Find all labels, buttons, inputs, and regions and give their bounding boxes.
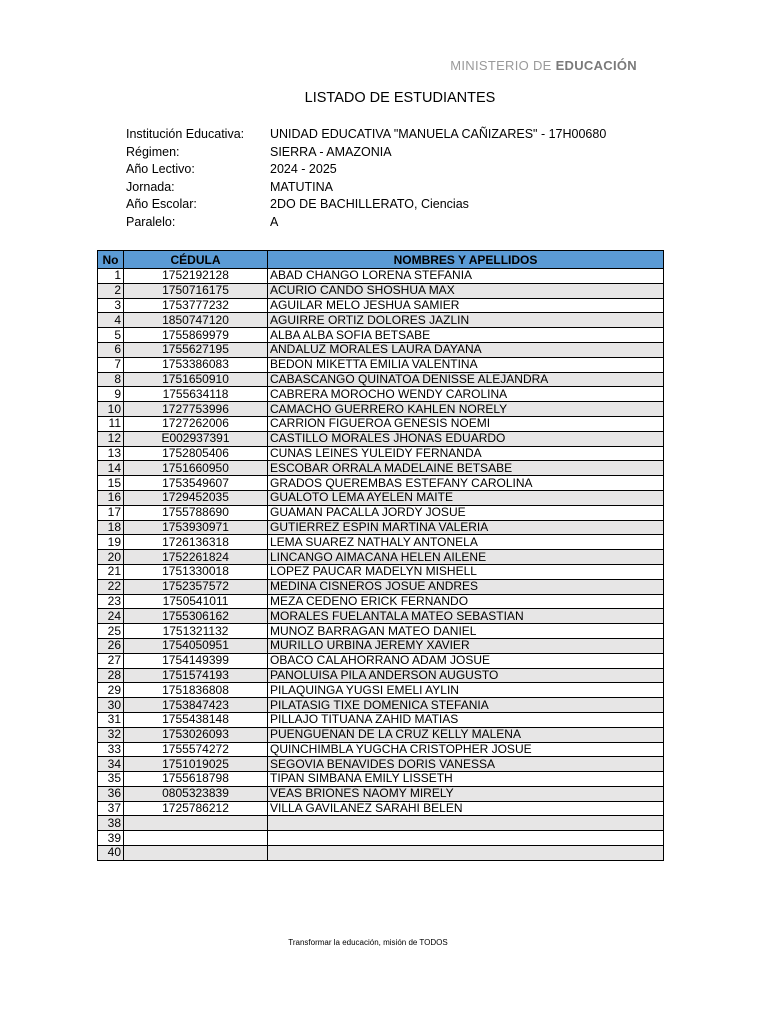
row-number: 2 xyxy=(98,283,124,298)
row-nombre: CABASCANGO QUINATOA DENISSE ALEJANDRA xyxy=(268,372,664,387)
row-number: 26 xyxy=(98,638,124,653)
row-cedula: E002937391 xyxy=(124,431,268,446)
row-cedula: 1752192128 xyxy=(124,269,268,284)
row-cedula: 1755788690 xyxy=(124,505,268,520)
row-nombre: ALBA ALBA SOFIA BETSABE xyxy=(268,328,664,343)
row-number: 21 xyxy=(98,564,124,579)
row-cedula: 1750716175 xyxy=(124,283,268,298)
info-value: UNIDAD EDUCATIVA "MANUELA CAÑIZARES" - 17H00680 xyxy=(270,127,607,141)
row-nombre: ESCOBAR ORRALA MADELAINE BETSABE xyxy=(268,461,664,476)
table-row xyxy=(98,742,664,757)
row-number: 12 xyxy=(98,431,124,446)
header-cedula: CÉDULA xyxy=(124,251,268,269)
row-number: 24 xyxy=(98,609,124,624)
row-cedula: 1755438148 xyxy=(124,712,268,727)
row-nombre: AGUILAR MELO JESHUA SAMIER xyxy=(268,298,664,313)
row-nombre: CASTILLO MORALES JHONAS EDUARDO xyxy=(268,431,664,446)
row-cedula xyxy=(124,831,268,846)
table-row xyxy=(98,564,664,579)
row-nombre: ACURIO CANDO SHOSHUA MAX xyxy=(268,283,664,298)
row-number: 31 xyxy=(98,712,124,727)
table-row xyxy=(98,594,664,609)
row-cedula: 1751650910 xyxy=(124,372,268,387)
row-nombre: MORALES FUELANTALA MATEO SEBASTIAN xyxy=(268,609,664,624)
row-cedula: 1751330018 xyxy=(124,564,268,579)
table-row xyxy=(98,712,664,727)
table-row xyxy=(98,446,664,461)
row-number: 3 xyxy=(98,298,124,313)
row-number: 16 xyxy=(98,490,124,505)
row-number: 30 xyxy=(98,698,124,713)
info-label: Paralelo: xyxy=(126,214,176,229)
info-row xyxy=(126,145,606,163)
row-cedula: 1755869979 xyxy=(124,328,268,343)
row-nombre: MURILLO URBINA JEREMY XAVIER xyxy=(268,638,664,653)
row-number: 15 xyxy=(98,476,124,491)
row-number: 4 xyxy=(98,313,124,328)
table-row xyxy=(98,668,664,683)
row-nombre: TIPAN SIMBANA EMILY LISSETH xyxy=(268,772,664,787)
row-nombre: PILAQUINGA YUGSI EMELI AYLIN xyxy=(268,683,664,698)
row-cedula: 1752805406 xyxy=(124,446,268,461)
row-number: 25 xyxy=(98,624,124,639)
table-row xyxy=(98,461,664,476)
header-no: No xyxy=(98,251,124,269)
school-info xyxy=(126,127,606,233)
table-row xyxy=(98,269,664,284)
row-cedula: 1755574272 xyxy=(124,742,268,757)
info-label: Institución Educativa: xyxy=(126,127,245,141)
row-cedula: 1750541011 xyxy=(124,594,268,609)
page-title: LISTADO DE ESTUDIANTES xyxy=(304,90,496,106)
row-nombre: MUNOZ BARRAGAN MATEO DANIEL xyxy=(268,624,664,639)
table-row xyxy=(98,683,664,698)
row-nombre: CABRERA MOROCHO WENDY CAROLINA xyxy=(268,387,664,402)
table-row xyxy=(98,490,664,505)
row-number: 33 xyxy=(98,742,124,757)
table-row xyxy=(98,520,664,535)
row-cedula: 1755306162 xyxy=(124,609,268,624)
row-cedula: 0805323839 xyxy=(124,786,268,801)
row-cedula: 1726136318 xyxy=(124,535,268,550)
table-row xyxy=(98,387,664,402)
row-cedula: 1753386083 xyxy=(124,357,268,372)
info-row xyxy=(126,162,606,180)
table-row xyxy=(98,372,664,387)
student-table xyxy=(97,250,664,861)
logo-bold: EDUCACIÓN xyxy=(555,58,637,73)
row-number: 7 xyxy=(98,357,124,372)
table-row xyxy=(98,816,664,831)
table-row xyxy=(98,786,664,801)
row-nombre: ANDALUZ MORALES LAURA DAYANA xyxy=(268,342,664,357)
info-label: Año Escolar: xyxy=(126,197,197,212)
row-cedula: 1751836808 xyxy=(124,683,268,698)
table-row xyxy=(98,505,664,520)
row-cedula: 1850747120 xyxy=(124,313,268,328)
row-nombre: CAMACHO GUERRERO KAHLEN NORELY xyxy=(268,402,664,417)
table-row xyxy=(98,431,664,446)
row-number: 22 xyxy=(98,579,124,594)
table-row xyxy=(98,653,664,668)
row-nombre: VILLA GAVILANEZ SARAHI BELEN xyxy=(268,801,664,816)
info-value: 2024 - 2025 xyxy=(270,162,337,177)
row-cedula: 1753930971 xyxy=(124,520,268,535)
table-row xyxy=(98,772,664,787)
table-row xyxy=(98,328,664,343)
row-number: 5 xyxy=(98,328,124,343)
row-cedula: 1753549607 xyxy=(124,476,268,491)
row-number: 39 xyxy=(98,831,124,846)
row-number: 29 xyxy=(98,683,124,698)
row-cedula: 1753777232 xyxy=(124,298,268,313)
row-number: 37 xyxy=(98,801,124,816)
info-label: Año Lectivo: xyxy=(126,162,195,177)
row-number: 36 xyxy=(98,786,124,801)
header-nombres: NOMBRES Y APELLIDOS xyxy=(268,251,664,269)
row-cedula: 1729452035 xyxy=(124,490,268,505)
row-cedula: 1754050951 xyxy=(124,638,268,653)
row-nombre: GUTIERREZ ESPIN MARTINA VALERIA xyxy=(268,520,664,535)
logo-prefix: MINISTERIO DE xyxy=(450,58,556,73)
row-nombre: PILATASIG TIXE DOMENICA STEFANIA xyxy=(268,698,664,713)
row-number: 19 xyxy=(98,535,124,550)
row-nombre: OBACO CALAHORRANO ADAM JOSUE xyxy=(268,653,664,668)
info-label: Régimen: xyxy=(126,144,180,159)
row-nombre: SEGOVIA BENAVIDES DORIS VANESSA xyxy=(268,757,664,772)
table-row xyxy=(98,801,664,816)
info-row xyxy=(126,215,606,233)
table-row xyxy=(98,727,664,742)
row-number: 11 xyxy=(98,416,124,431)
row-cedula: 1725786212 xyxy=(124,801,268,816)
row-cedula: 1751574193 xyxy=(124,668,268,683)
row-cedula: 1752357572 xyxy=(124,579,268,594)
row-number: 17 xyxy=(98,505,124,520)
row-cedula: 1751321132 xyxy=(124,624,268,639)
table-row xyxy=(98,283,664,298)
info-value: 2DO DE BACHILLERATO, Ciencias xyxy=(270,197,469,212)
table-row xyxy=(98,846,664,861)
row-nombre: LOPEZ PAUCAR MADELYN MISHELL xyxy=(268,564,664,579)
row-nombre: CUNAS LEINES YULEIDY FERNANDA xyxy=(268,446,664,461)
row-nombre xyxy=(268,846,664,861)
info-label: Jornada: xyxy=(126,179,175,194)
info-value: MATUTINA xyxy=(270,179,333,194)
row-number: 9 xyxy=(98,387,124,402)
table-row xyxy=(98,698,664,713)
row-nombre: GUAMAN PACALLA JORDY JOSUE xyxy=(268,505,664,520)
table-row xyxy=(98,402,664,417)
row-number: 14 xyxy=(98,461,124,476)
row-nombre: GUALOTO LEMA AYELEN MAITE xyxy=(268,490,664,505)
table-header-row xyxy=(98,251,664,269)
table-row xyxy=(98,550,664,565)
table-row xyxy=(98,357,664,372)
table-row xyxy=(98,313,664,328)
row-nombre xyxy=(268,816,664,831)
row-nombre xyxy=(268,831,664,846)
table-row xyxy=(98,476,664,491)
table-row xyxy=(98,609,664,624)
row-number: 40 xyxy=(98,846,124,861)
row-number: 32 xyxy=(98,727,124,742)
row-nombre: PILLAJO TITUANA ZAHID MATIAS xyxy=(268,712,664,727)
info-value: A xyxy=(270,214,279,229)
info-row xyxy=(126,127,606,145)
info-row xyxy=(126,180,606,198)
row-nombre: ABAD CHANGO LORENA STEFANIA xyxy=(268,269,664,284)
info-value: SIERRA - AMAZONIA xyxy=(270,144,392,159)
info-row xyxy=(126,197,606,215)
row-number: 8 xyxy=(98,372,124,387)
table-row xyxy=(98,624,664,639)
row-number: 10 xyxy=(98,402,124,417)
row-cedula: 1727262006 xyxy=(124,416,268,431)
table-row xyxy=(98,638,664,653)
row-cedula: 1753847423 xyxy=(124,698,268,713)
row-number: 34 xyxy=(98,757,124,772)
row-cedula xyxy=(124,846,268,861)
row-number: 23 xyxy=(98,594,124,609)
row-nombre: BEDON MIKETTA EMILIA VALENTINA xyxy=(268,357,664,372)
row-nombre: LEMA SUAREZ NATHALY ANTONELA xyxy=(268,535,664,550)
row-cedula: 1755618798 xyxy=(124,772,268,787)
row-nombre: AGUIRRE ORTIZ DOLORES JAZLIN xyxy=(268,313,664,328)
row-number: 20 xyxy=(98,550,124,565)
row-number: 38 xyxy=(98,816,124,831)
table-row xyxy=(98,535,664,550)
row-nombre: PUENGUENAN DE LA CRUZ KELLY MALENA xyxy=(268,727,664,742)
row-number: 13 xyxy=(98,446,124,461)
table-row xyxy=(98,342,664,357)
row-nombre: CARRION FIGUEROA GENESIS NOEMI xyxy=(268,416,664,431)
row-number: 28 xyxy=(98,668,124,683)
row-cedula: 1753026093 xyxy=(124,727,268,742)
row-cedula: 1752261824 xyxy=(124,550,268,565)
row-cedula: 1755634118 xyxy=(124,387,268,402)
row-nombre: MEDINA CISNEROS JOSUE ANDRES xyxy=(268,579,664,594)
row-nombre: GRADOS QUEREMBAS ESTEFANY CAROLINA xyxy=(268,476,664,491)
table-row xyxy=(98,416,664,431)
row-nombre: PANOLUISA PILA ANDERSON AUGUSTO xyxy=(268,668,664,683)
table-row xyxy=(98,831,664,846)
row-nombre: QUINCHIMBLA YUGCHA CRISTOPHER JOSUE xyxy=(268,742,664,757)
footer-slogan: Transformar la educación, misión de TODOS xyxy=(288,938,448,947)
row-number: 6 xyxy=(98,342,124,357)
row-number: 18 xyxy=(98,520,124,535)
row-cedula: 1755627195 xyxy=(124,342,268,357)
ministerio-logo xyxy=(450,58,637,73)
row-nombre: MEZA CEDENO ERICK FERNANDO xyxy=(268,594,664,609)
row-cedula xyxy=(124,816,268,831)
row-cedula: 1751660950 xyxy=(124,461,268,476)
row-nombre: LINCANGO AIMACANA HELEN AILENE xyxy=(268,550,664,565)
row-number: 27 xyxy=(98,653,124,668)
table-row xyxy=(98,579,664,594)
table-row xyxy=(98,298,664,313)
row-cedula: 1751019025 xyxy=(124,757,268,772)
row-nombre: VEAS BRIONES NAOMY MIRELY xyxy=(268,786,664,801)
table-row xyxy=(98,757,664,772)
row-number: 35 xyxy=(98,772,124,787)
row-cedula: 1754149399 xyxy=(124,653,268,668)
row-cedula: 1727753996 xyxy=(124,402,268,417)
row-number: 1 xyxy=(98,269,124,284)
